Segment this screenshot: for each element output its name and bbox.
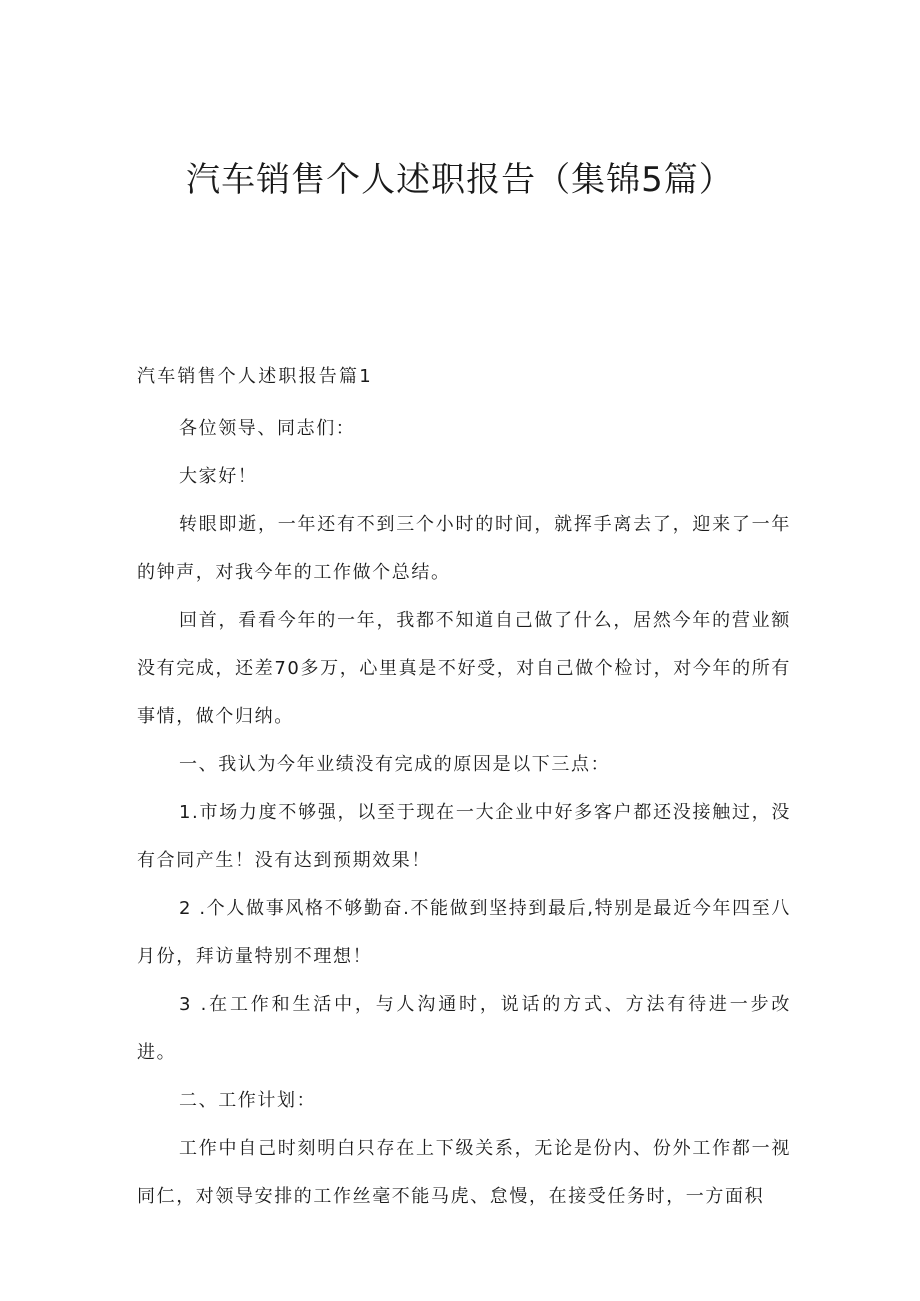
section-heading: 汽车销售个人述职报告篇1 xyxy=(137,366,373,387)
paragraph-review: 回首，看看今年的一年，我都不知道自己做了什么，居然今年的营业额没有完成，还差70多万，心里真是不好受，对自己做个检讨，对今年的所有事情，做个归纳。 xyxy=(137,610,791,727)
document-title: 汽车销售个人述职报告（集锦5篇） xyxy=(186,160,734,200)
paragraph-reason-1: 1.市场力度不够强，以至于现在一大企业中好多客户都还没接触过，没有合同产生！没有达到预期效果！ xyxy=(137,802,791,871)
paragraph-reasons-heading: 一、我认为今年业绩没有完成的原因是以下三点： xyxy=(179,754,611,775)
paragraph-plan-body: 工作中自己时刻明白只存在上下级关系，无论是份内、份外工作都一视同仁，对领导安排的工作丝毫不能马虎、怠慢，在接受任务时，一方面积 xyxy=(137,1138,791,1207)
paragraph-greeting: 大家好！ xyxy=(179,466,258,487)
paragraph-salutation: 各位领导、同志们： xyxy=(179,418,356,439)
paragraph-plan-heading: 二、工作计划： xyxy=(179,1090,317,1111)
paragraph-reason-3: 3 .在工作和生活中，与人沟通时，说话的方式、方法有待进一步改进。 xyxy=(137,994,791,1063)
paragraph-intro: 转眼即逝，一年还有不到三个小时的时间，就挥手离去了，迎来了一年的钟声，对我今年的工作做个总结。 xyxy=(137,514,791,583)
document-body xyxy=(137,357,791,1221)
paragraph-reason-2: 2 .个人做事风格不够勤奋.不能做到坚持到最后,特别是最近今年四至八月份，拜访量特别不理想！ xyxy=(137,898,791,967)
